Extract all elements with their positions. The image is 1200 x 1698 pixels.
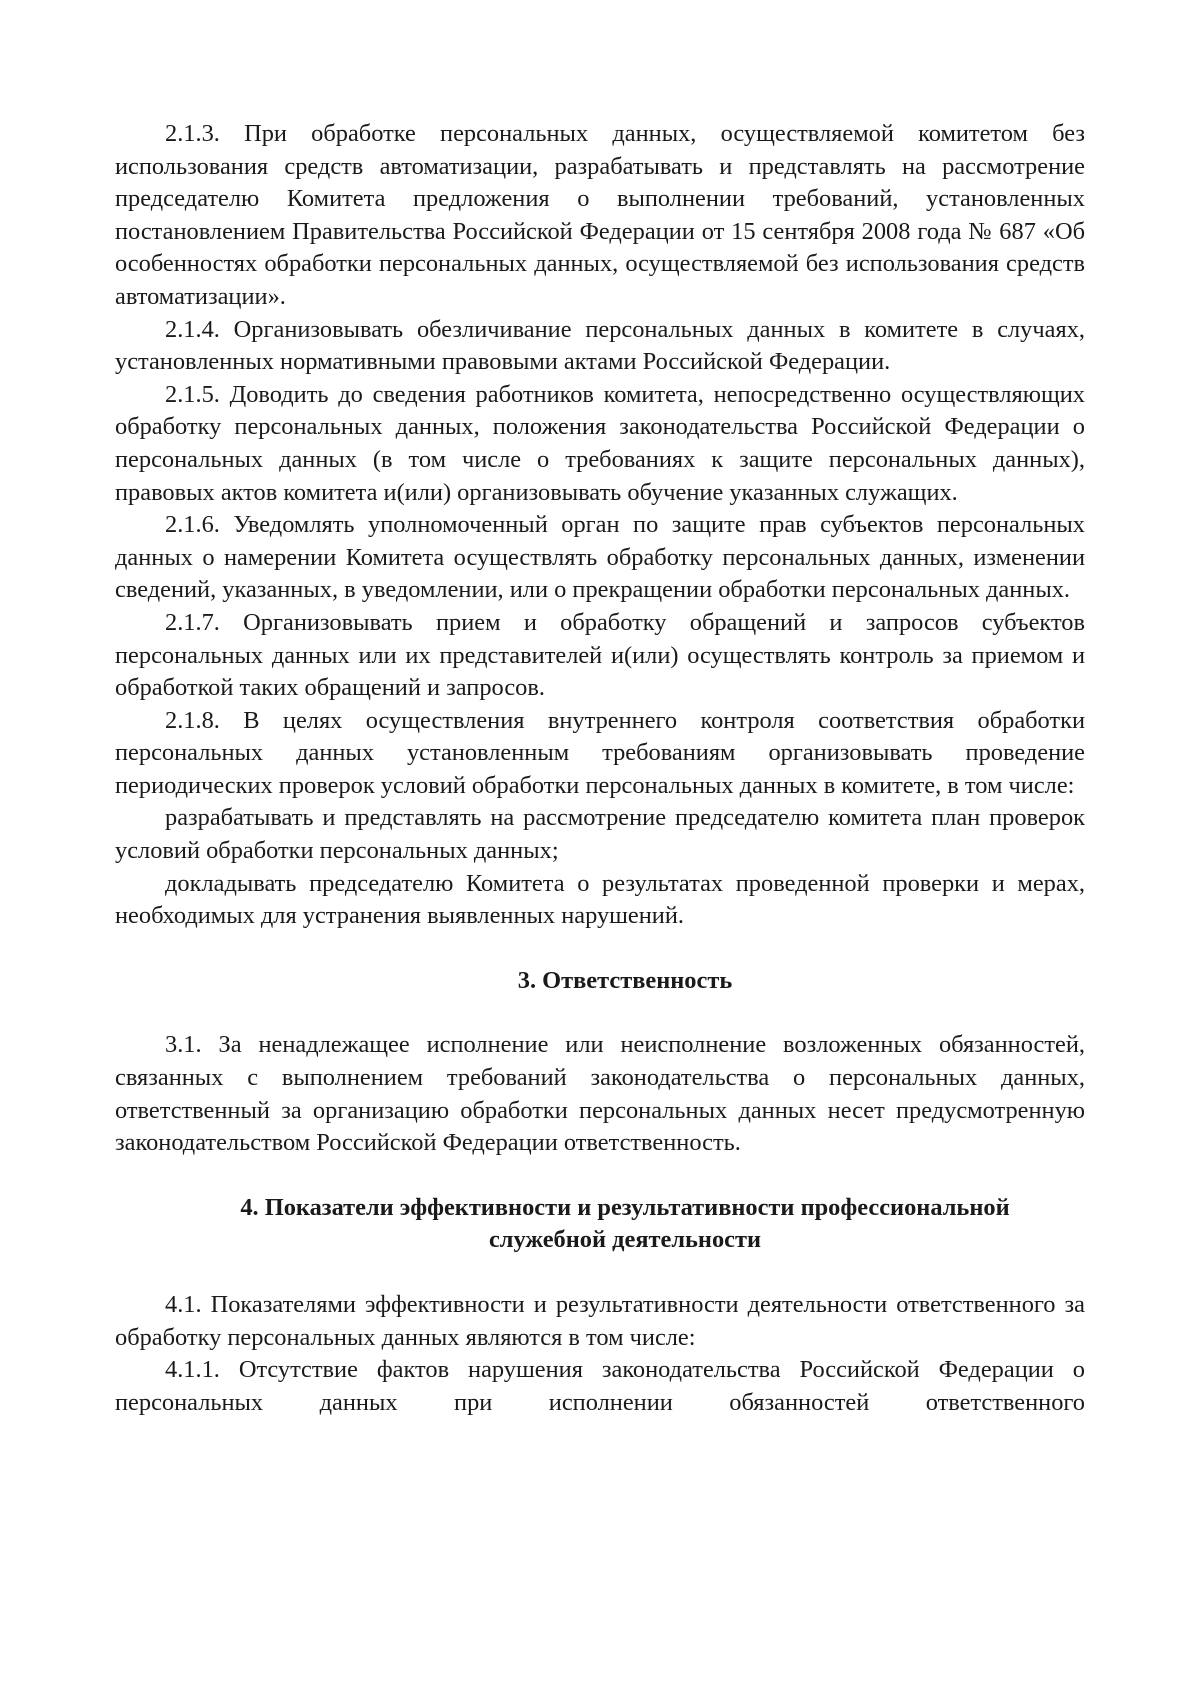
paragraph-3-1: 3.1. За ненадлежащее исполнение или неисполнение возложенных обязанностей, связанных с выполнением требований законодательства о персональных данных, ответственный за организацию обработки персональных данных несет предусмотренную законодательством Российской Федерации ответственность. [115,1031,1085,1157]
paragraph-2-1-3: 2.1.3. При обработке персональных данных, осуществляемой комитетом без использования средств автоматизации, разрабатывать и представлять на рассмотрение председателю Комитета предложения о выполнении требований, установленных постановлением Правительства Российской Федерации от 15 сентября 2008 года № 687 «Об особенностях обработки персональных данных, осуществляемой без использования средств автоматизации». [115,120,1085,310]
section-4-heading-line-1: 4. Показатели эффективности и результативности профессиональной [240,1193,1010,1221]
paragraph-2-1-8-item-1: разрабатывать и представлять на рассмотрение председателю комитета план проверок условий обработки персональных данных; [115,804,1085,865]
paragraph-2-1-8: 2.1.8. В целях осуществления внутреннего контроля соответствия обработки персональных данных установленным требованиям организовывать проведение периодических проверок условий обработки персональных данных в комитете, в том числе: [115,706,1085,799]
paragraph-2-1-5: 2.1.5. Доводить до сведения работников комитета, непосредственно осуществляющих обработку персональных данных, положения законодательства Российской Федерации о персональных данных (в том числе о требованиях к защите персональных данных), правовых актов комитета и(или) организовывать обучение указанных служащих. [115,380,1085,506]
paragraph-2-1-7: 2.1.7. Организовывать прием и обработку обращений и запросов субъектов персональных данных или их представителей и(или) осуществлять контроль за приемом и обработкой таких обращений и запросов. [115,608,1085,702]
section-4-heading-line-2: служебной деятельности [488,1226,762,1254]
paragraph-4-1-1: 4.1.1. Отсутствие фактов нарушения законодательства Российской Федерации о персональных данных при исполнении обязанностей ответственного [115,1356,1085,1416]
paragraph-2-1-6: 2.1.6. Уведомлять уполномоченный орган по защите прав субъектов персональных данных о намерении Комитета осуществлять обработку персональных данных, изменении сведений, указанных, в уведомлении, или о прекращении обработки персональных данных. [115,511,1085,604]
paragraph-2-1-4: 2.1.4. Организовывать обезличивание персональных данных в комитете в случаях, установленных нормативными правовыми актами Российской Федерации. [115,315,1085,376]
paragraph-2-1-8-item-2: докладывать председателю Комитета о результатах проведенной проверки и мерах, необходимых для устранения выявленных нарушений. [115,869,1085,930]
document-body [115,118,1085,1419]
section-3-heading: 3. Ответственность [517,966,733,994]
section-4-heading [115,1192,1085,1257]
paragraph-4-1: 4.1. Показателями эффективности и результативности деятельности ответственного за обработку персональных данных являются в том числе: [115,1291,1085,1351]
